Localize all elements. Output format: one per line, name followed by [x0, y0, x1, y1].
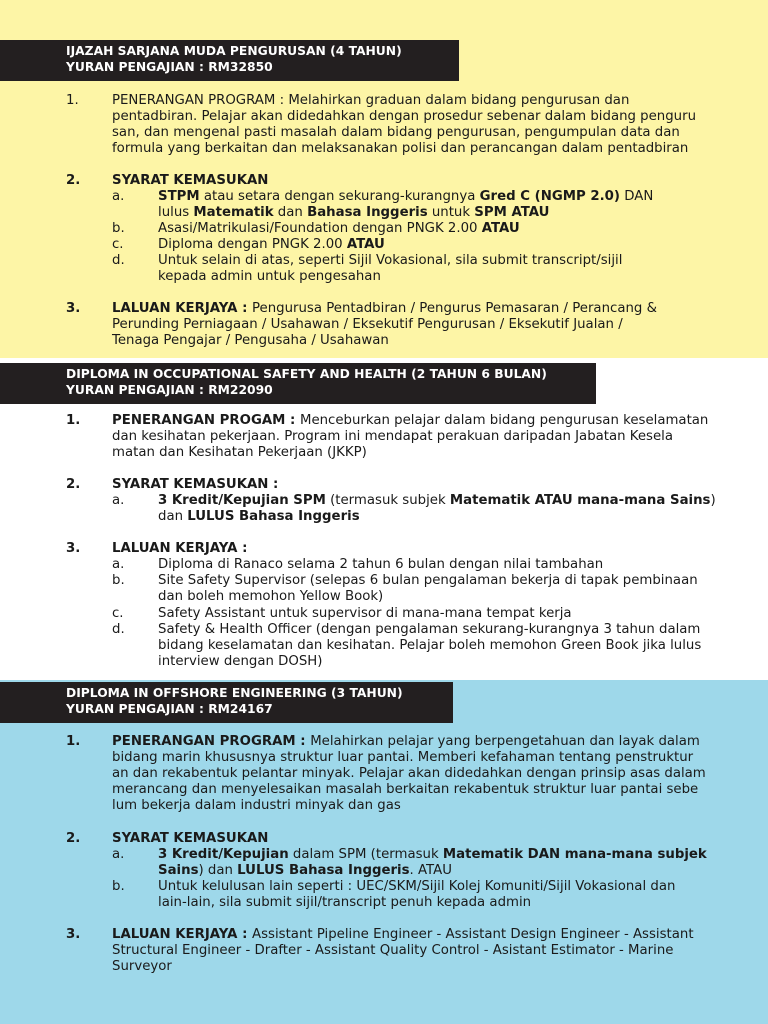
- item-title: LALUAN KERJAYA :: [112, 541, 248, 556]
- description-line: pentadbiran. Pelajar akan didedahkan dengan prosedur sebenar dalam bidang penguru: [112, 109, 696, 124]
- sub-text: 3 Kredit/Kepujian dalam SPM (termasuk Matematik DAN mana-mana subjek: [158, 847, 707, 862]
- sub-text: lulus Matematik dan Bahasa Inggeris untuk SPM ATAU: [158, 205, 550, 220]
- career-line: Pengurusa Pentadbiran / Pengurus Pemasaran / Perancang &: [252, 301, 657, 316]
- sub-letter: c.: [112, 237, 124, 252]
- sub-letter: b.: [112, 573, 125, 588]
- sub-letter: d.: [112, 622, 125, 637]
- sub-text: Untuk kelulusan lain seperti : UEC/SKM/Sijil Kolej Komuniti/Sijil Vokasional dan: [158, 879, 676, 894]
- program-title: DIPLOMA IN OFFSHORE ENGINEERING (3 TAHUN): [66, 686, 403, 700]
- sub-letter: c.: [112, 606, 124, 621]
- sub-text: dan boleh memohon Yellow Book): [158, 589, 384, 604]
- sub-text: bidang keselamatan dan kesihatan. Pelajar boleh memohon Green Book jika lulus: [158, 638, 702, 653]
- description-line: bidang marin khususnya struktur luar pantai. Memberi kefahaman tentang penstruktur: [112, 750, 694, 765]
- section-osh-diploma: [0, 358, 768, 680]
- section-header: [0, 363, 596, 404]
- sub-letter: a.: [112, 557, 125, 572]
- description-line: merancang dan menyelesaikan masalah berkaitan rekabentuk struktur luar pantai sebe: [112, 782, 699, 797]
- sub-text: Asasi/Matrikulasi/Foundation dengan PNGK 2.00 ATAU: [158, 221, 520, 236]
- sub-letter: a.: [112, 189, 125, 204]
- sub-text: Diploma di Ranaco selama 2 tahun 6 bulan dengan nilai tambahan: [158, 557, 604, 572]
- item-label: LALUAN KERJAYA :: [112, 301, 253, 316]
- item-title: SYARAT KEMASUKAN: [112, 173, 269, 188]
- career-line: Structural Engineer - Drafter - Assistant Quality Control - Asistant Estimator - Marine: [112, 943, 674, 958]
- item-number: 3.: [66, 301, 81, 316]
- tuition-fee: YURAN PENGAJIAN : RM22090: [66, 383, 273, 397]
- item-number: 2.: [66, 173, 81, 188]
- description-line: lum bekerja dalam industri minyak dan gas: [112, 798, 401, 813]
- item-number: 3.: [66, 541, 81, 556]
- description-line: an dan rekabentuk pelantar minyak. Pelajar akan didedahkan dengan prinsip asas dalam: [112, 766, 706, 781]
- description-line: san, dan mengenal pasti masalah dalam bidang pengurusan, pengumpulan data dan: [112, 125, 680, 140]
- sub-text: dan LULUS Bahasa Inggeris: [158, 509, 360, 524]
- tuition-fee: YURAN PENGAJIAN : RM24167: [66, 702, 273, 716]
- tuition-fee: YURAN PENGAJIAN : RM32850: [66, 60, 273, 74]
- program-title: IJAZAH SARJANA MUDA PENGURUSAN (4 TAHUN): [66, 44, 402, 58]
- description-line: matan dan Kesihatan Pekerjaan (JKKP): [112, 445, 367, 460]
- sub-text: STPM atau setara dengan sekurang-kurangnya Gred C (NGMP 2.0) DAN: [158, 189, 654, 204]
- sub-text: Safety Assistant untuk supervisor di mana-mana tempat kerja: [158, 606, 572, 621]
- description-line: Menceburkan pelajar dalam bidang pengurusan keselamatan: [299, 413, 709, 428]
- sub-text: lain-lain, sila submit sijil/transcript penuh kepada admin: [158, 895, 532, 910]
- sub-text: Untuk selain di atas, seperti Sijil Vokasional, sila submit transcript/sijil: [158, 253, 623, 268]
- description-line: PENERANGAN PROGRAM : Melahirkan graduan dalam bidang pengurusan dan: [112, 93, 630, 108]
- career-line: Surveyor: [112, 959, 172, 974]
- sub-text: Safety & Health Officer (dengan pengalaman sekurang-kurangnya 3 tahun dalam: [158, 622, 701, 637]
- item-title: SYARAT KEMASUKAN: [112, 831, 269, 846]
- item-number: 3.: [66, 927, 81, 942]
- description-line: dan kesihatan pekerjaan. Program ini mendapat perakuan daripadan Jabatan Kesela: [112, 429, 673, 444]
- sub-text: Sains) dan LULUS Bahasa Inggeris. ATAU: [158, 863, 452, 878]
- item-number: 2.: [66, 831, 81, 846]
- sub-text: Site Safety Supervisor (selepas 6 bulan pengalaman bekerja di tapak pembinaan: [158, 573, 698, 588]
- sub-letter: a.: [112, 493, 125, 508]
- item-number: 2.: [66, 477, 81, 492]
- sub-letter: b.: [112, 879, 125, 894]
- sub-text: interview dengan DOSH): [158, 654, 323, 669]
- item-label: PENERANGAN PROGRAM :: [112, 734, 311, 749]
- section-header: [0, 40, 459, 81]
- item-number: 1.: [66, 734, 81, 749]
- item-label: PENERANGAN PROGAM :: [112, 413, 300, 428]
- sub-letter: d.: [112, 253, 125, 268]
- career-line: Assistant Pipeline Engineer - Assistant Design Engineer - Assistant: [252, 927, 694, 942]
- section-header: [0, 682, 453, 723]
- sub-text: 3 Kredit/Kepujian SPM (termasuk subjek Matematik ATAU mana-mana Sains): [158, 493, 716, 508]
- sub-text: kepada admin untuk pengesahan: [158, 269, 381, 284]
- sub-letter: b.: [112, 221, 125, 236]
- description-line: Melahirkan pelajar yang berpengetahuan dan layak dalam: [310, 734, 700, 749]
- program-title: DIPLOMA IN OCCUPATIONAL SAFETY AND HEALTH (2 TAHUN 6 BULAN): [66, 367, 547, 381]
- item-number: 1.: [66, 413, 81, 428]
- career-line: Perunding Perniagaan / Usahawan / Eksekutif Pengurusan / Eksekutif Jualan /: [112, 317, 623, 332]
- section-management-degree: [0, 0, 768, 358]
- sub-letter: a.: [112, 847, 125, 862]
- career-line: Tenaga Pengajar / Pengusaha / Usahawan: [112, 333, 389, 348]
- item-number: 1.: [66, 93, 79, 108]
- item-label: LALUAN KERJAYA :: [112, 927, 253, 942]
- section-offshore-diploma: [0, 680, 768, 1024]
- sub-text: Diploma dengan PNGK 2.00 ATAU: [158, 237, 385, 252]
- item-title: SYARAT KEMASUKAN :: [112, 477, 279, 492]
- description-line: formula yang berkaitan dan melaksanakan polisi dan perancangan dalam pentadbiran: [112, 141, 689, 156]
